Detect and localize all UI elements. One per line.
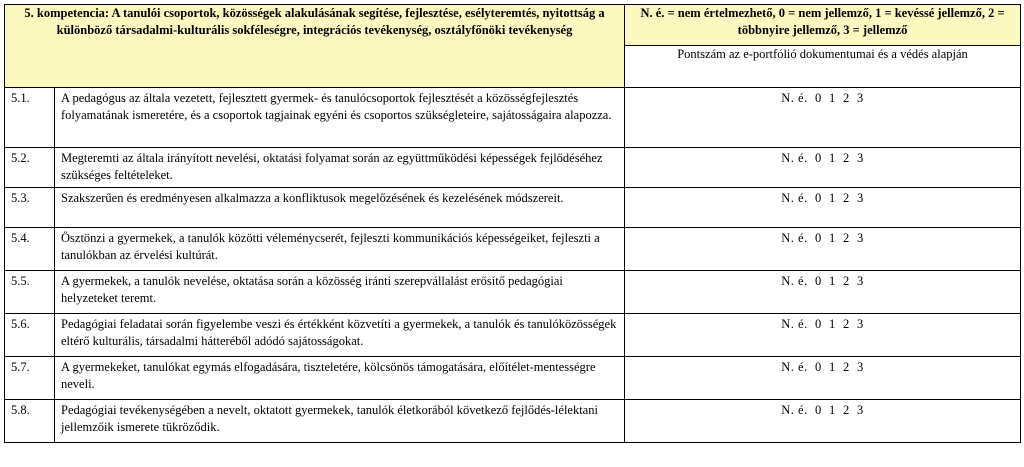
criterion-number: 5.8. [5, 400, 55, 443]
criterion-text: Pedagógiai tevékenységében a nevelt, oktatott gyermekek, tanulók életkorából következő fejlődés-lélektani jellemzőik ismerete tükröződik. [55, 400, 625, 443]
criterion-text: Pedagógiai feladatai során figyelembe veszi és értékként közvetíti a gyermekek, a tanulók és tanulóközösségek eltérő kulturális, társadalmi hátteréből adódó sajátosságokat. [55, 314, 625, 357]
criterion-number: 5.5. [5, 271, 55, 314]
criterion-text: Szakszerűen és eredményesen alkalmazza a konfliktusok megelőzésének és kezelésének módszereit. [55, 188, 625, 228]
table-row [5, 271, 1021, 314]
criterion-text: A gyermekek, a tanulók nevelése, oktatása során a közösség iránti szerepvállalást erősítő pedagógiai helyzeteket teremt. [55, 271, 625, 314]
table-row [5, 400, 1021, 443]
table-row [5, 314, 1021, 357]
criterion-number: 5.2. [5, 148, 55, 188]
criterion-number: 5.7. [5, 357, 55, 400]
table-row [5, 148, 1021, 188]
score-options: N. é. 0 1 2 3 [625, 314, 1021, 357]
criterion-text: A gyermekeket, tanulókat egymás elfogadására, tiszteletére, kölcsönös támogatására, előítélet-mentességre neveli. [55, 357, 625, 400]
score-options: N. é. 0 1 2 3 [625, 357, 1021, 400]
header-row [5, 5, 1021, 46]
criterion-number: 5.6. [5, 314, 55, 357]
table-row [5, 228, 1021, 271]
score-options: N. é. 0 1 2 3 [625, 148, 1021, 188]
competency-table [4, 4, 1021, 443]
criterion-number: 5.3. [5, 188, 55, 228]
table-row [5, 357, 1021, 400]
score-options: N. é. 0 1 2 3 [625, 228, 1021, 271]
score-column-header: Pontszám az e-portfólió dokumentumai és a védés alapján [625, 46, 1021, 88]
score-options: N. é. 0 1 2 3 [625, 188, 1021, 228]
competency-title: 5. kompetencia: A tanulói csoportok, közösségek alakulásának segítése, fejlesztése, esélyteremtés, nyitottság a különböző társadalmi-kulturális sokféleségre, integrációs tevékenység, osztályfőnöki tevékenység [5, 5, 625, 88]
score-options: N. é. 0 1 2 3 [625, 400, 1021, 443]
table-row [5, 188, 1021, 228]
score-options: N. é. 0 1 2 3 [625, 271, 1021, 314]
criterion-number: 5.4. [5, 228, 55, 271]
score-options: N. é. 0 1 2 3 [625, 88, 1021, 148]
criterion-number: 5.1. [5, 88, 55, 148]
criterion-text: A pedagógus az általa vezetett, fejlesztett gyermek- és tanulócsoportok fejlesztését a közösségfejlesztés folyamatának ismeretére, és a csoportok tagjainak egyéni és csoportos szükségleteire, sajátosságaira alapozza. [55, 88, 625, 148]
criterion-text: Ösztönzi a gyermekek, a tanulók közötti véleménycserét, fejleszti kommunikációs képességeiket, fejleszti a tanulókban az érvelési kultúrát. [55, 228, 625, 271]
scoring-legend: N. é. = nem értelmezhető, 0 = nem jellemző, 1 = kevéssé jellemző, 2 = többnyire jellemző, 3 = jellemző [625, 5, 1021, 46]
criterion-text: Megteremti az általa irányított nevelési, oktatási folyamat során az együttműködési képességek fejlődéséhez szükséges feltételeket. [55, 148, 625, 188]
table-row [5, 88, 1021, 148]
